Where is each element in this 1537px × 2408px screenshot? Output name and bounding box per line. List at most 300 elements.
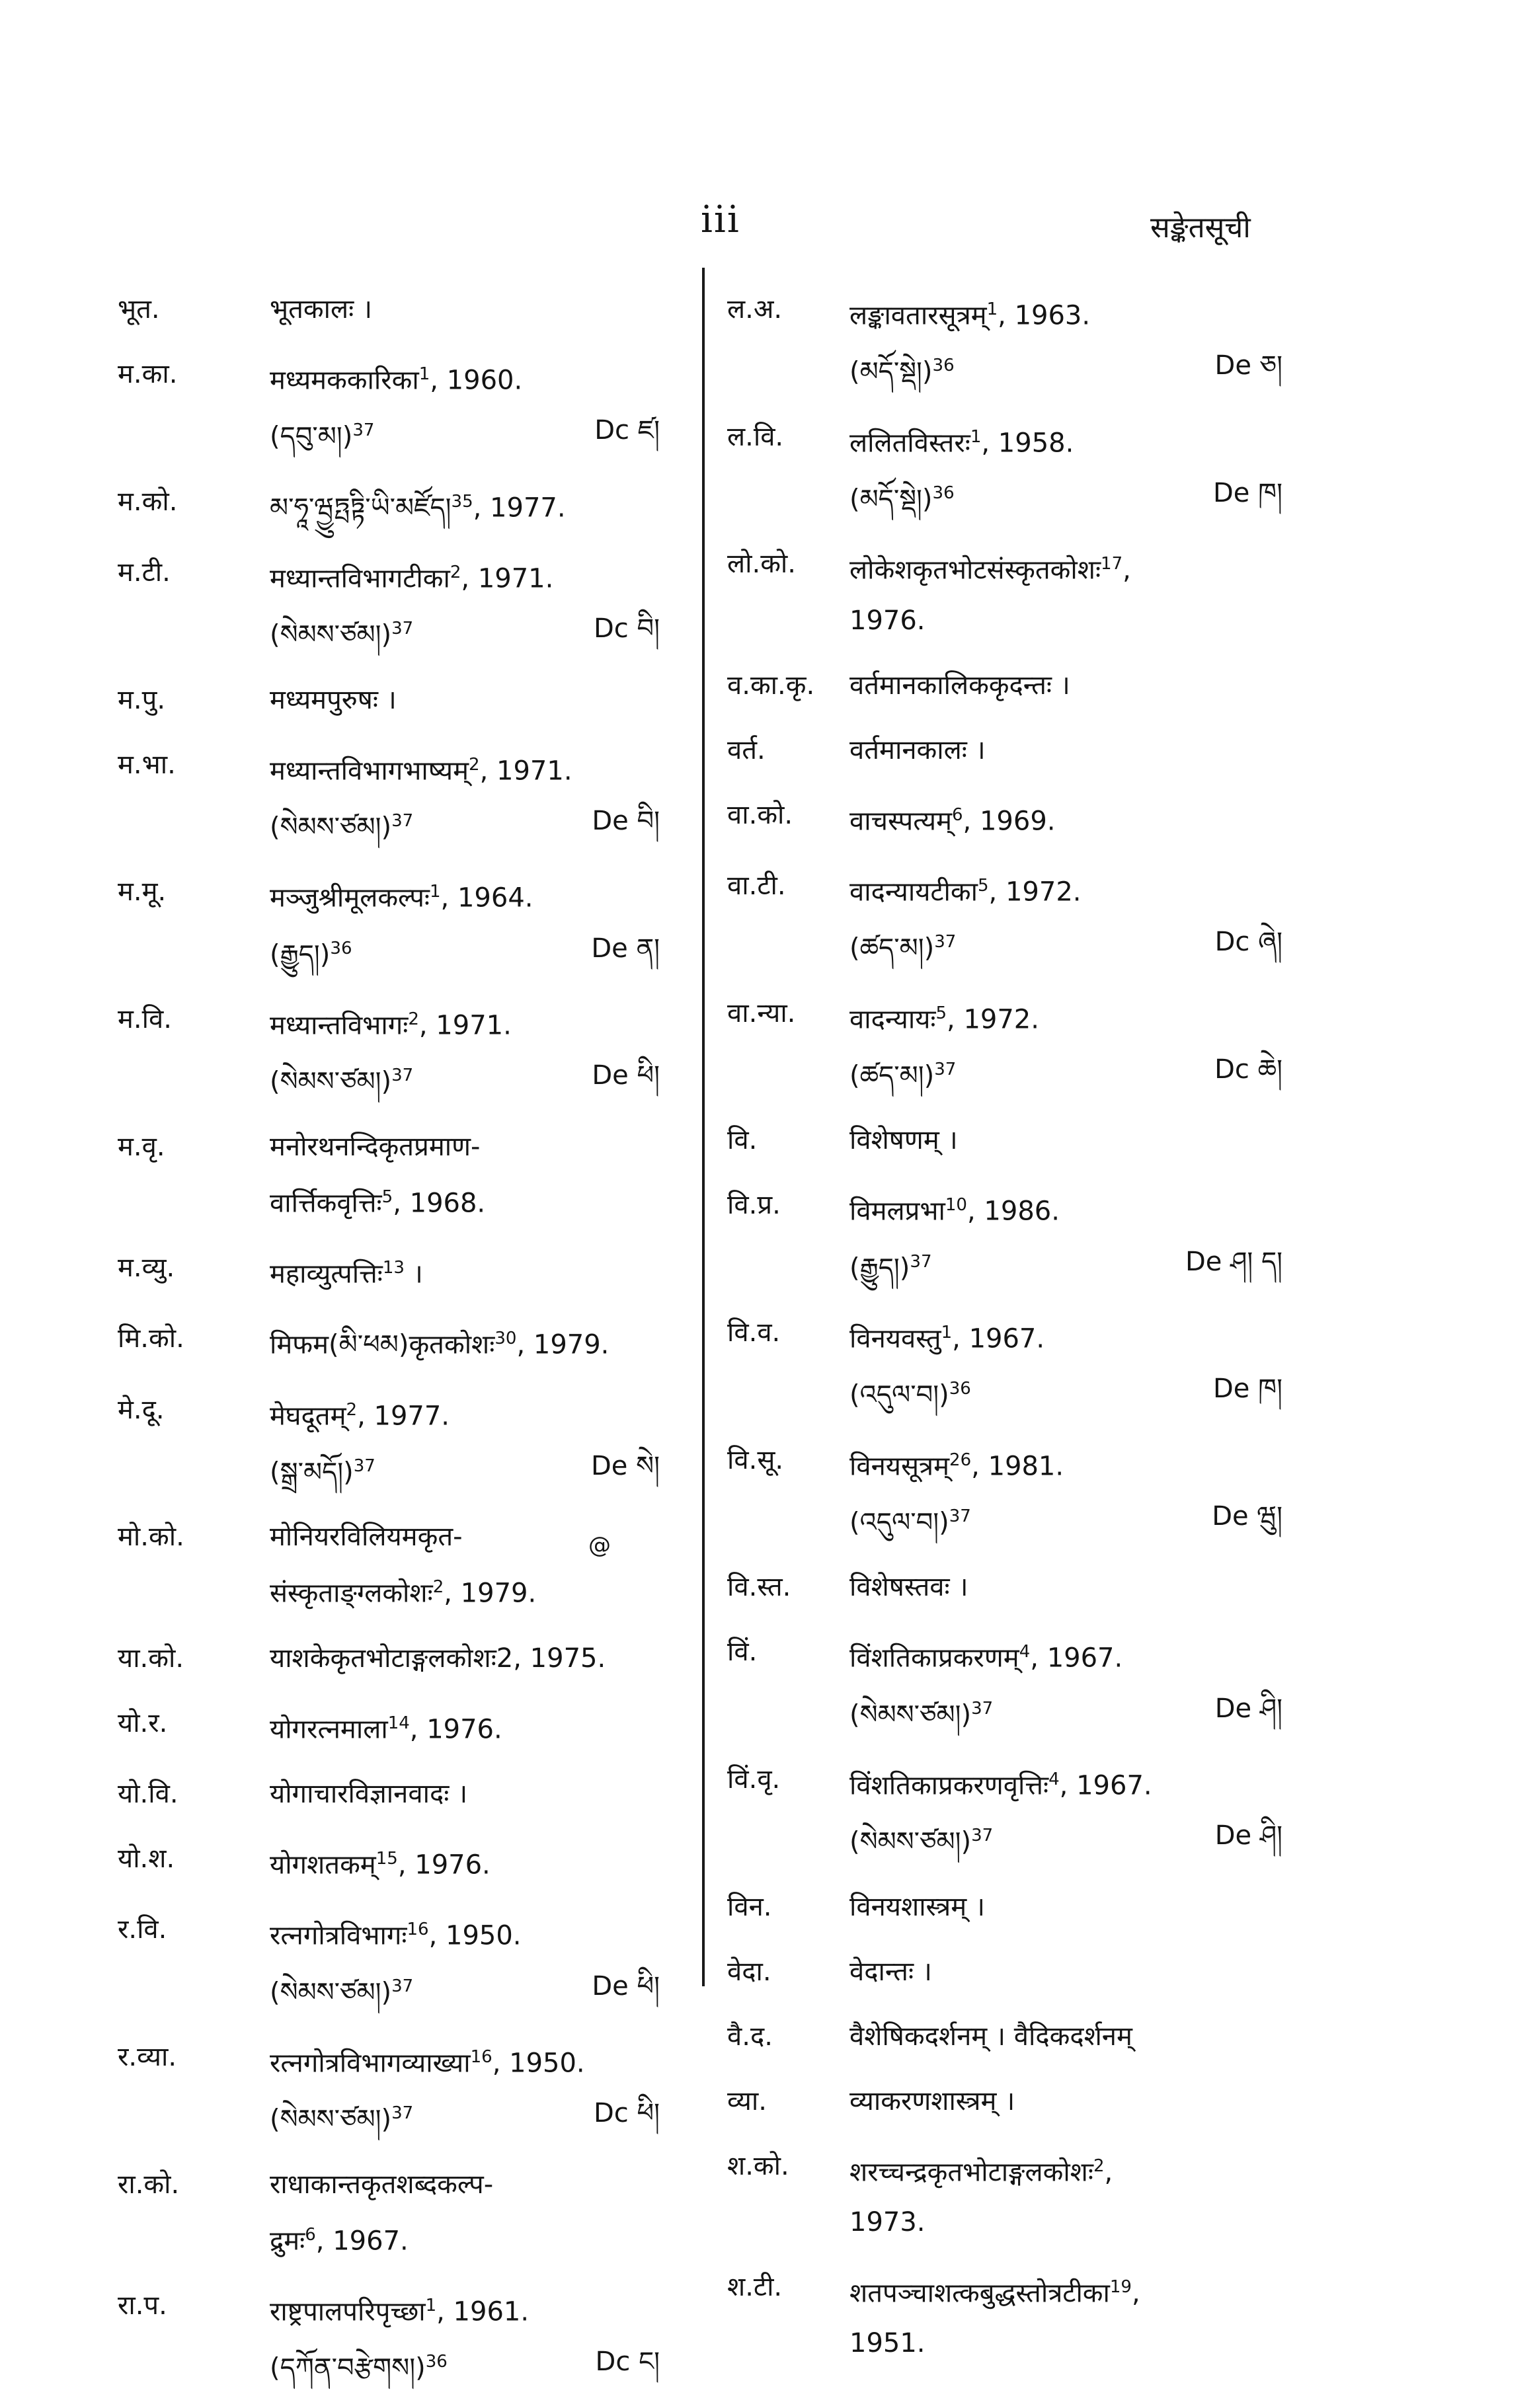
derge-reference: De བི། bbox=[592, 805, 660, 836]
expansion-tail: , 1967. bbox=[315, 2225, 409, 2256]
expansion bbox=[270, 2280, 673, 2393]
abbreviation-entry bbox=[727, 284, 1309, 397]
abbreviation: वेदा. bbox=[727, 1956, 771, 1987]
abbreviation: वि.प्र. bbox=[727, 1190, 781, 1221]
source-number: 37 bbox=[391, 810, 414, 831]
abbreviation-entry bbox=[118, 740, 673, 853]
expansion-text: मध्यमपुरुषः । bbox=[270, 684, 397, 715]
abbreviation: यो.वि. bbox=[118, 1778, 178, 1809]
expansion-text: विमलप्रभा bbox=[849, 1196, 945, 1227]
source-number: 17 bbox=[1101, 554, 1123, 574]
source-number: 1 bbox=[425, 2295, 437, 2315]
expansion bbox=[270, 740, 673, 853]
source-number: 36 bbox=[330, 938, 352, 958]
source-number: 37 bbox=[949, 1506, 971, 1526]
expansion-line bbox=[270, 1441, 673, 1497]
expansion-line bbox=[270, 1904, 673, 1961]
expansion-text: 1976. bbox=[849, 605, 926, 636]
abbreviation-entry bbox=[118, 1904, 673, 2017]
expansion-text: मध्यान्तविभागटीका bbox=[270, 563, 450, 594]
expansion-line bbox=[849, 861, 1309, 917]
expansion bbox=[849, 1307, 1309, 1420]
expansion-text: वादन्यायटीका bbox=[849, 876, 978, 908]
source-number: 36 bbox=[932, 483, 955, 503]
expansion-line bbox=[849, 539, 1309, 595]
expansion-tail: , 1971. bbox=[479, 755, 572, 786]
source-number: 5 bbox=[381, 1186, 393, 1207]
expansion-line bbox=[849, 1882, 1309, 1932]
expansion-line bbox=[270, 405, 673, 461]
abbreviation: र.वि. bbox=[118, 1914, 167, 1945]
abbreviation-entry bbox=[727, 1307, 1309, 1420]
expansion bbox=[849, 2011, 1309, 2062]
expansion-line bbox=[270, 796, 673, 852]
expansion bbox=[270, 867, 673, 980]
abbreviation-entry bbox=[727, 1562, 1309, 1612]
abbreviation: म.भा. bbox=[118, 749, 176, 780]
abbreviation-entry bbox=[727, 2076, 1309, 2126]
expansion-text: याशकेकृतभोटाङ्गलकोशः2, 1975. bbox=[270, 1643, 606, 1674]
source-number: 1 bbox=[941, 1322, 953, 1342]
expansion-line bbox=[849, 284, 1309, 340]
expansion bbox=[270, 1698, 673, 1754]
abbreviation-entry bbox=[118, 1769, 673, 1819]
abbreviation: यो.र. bbox=[118, 1707, 168, 1738]
expansion-text: वादन्यायः bbox=[849, 1003, 936, 1034]
source-number: 2 bbox=[346, 1399, 358, 1420]
abbreviation-entry bbox=[727, 2141, 1309, 2247]
expansion-text: शरच्चन्द्रकृतभोटाङ्गलकोशः bbox=[849, 2156, 1093, 2187]
abbreviation: भूत. bbox=[118, 294, 160, 325]
source-number: 1 bbox=[430, 882, 441, 902]
expansion-text: योगाचारविज्ञानवादः । bbox=[270, 1778, 468, 1809]
source-number: 30 bbox=[494, 1329, 517, 1349]
source-number: 10 bbox=[945, 1195, 967, 1216]
source-number: 16 bbox=[407, 1920, 429, 1940]
expansion-tail: , 1958. bbox=[981, 427, 1074, 458]
expansion bbox=[270, 1243, 673, 1299]
abbreviation: वर्त. bbox=[727, 734, 766, 765]
abbreviation: म.वृ. bbox=[118, 1131, 165, 1162]
abbreviation: वि.सू. bbox=[727, 1444, 784, 1475]
expansion-line bbox=[849, 1627, 1309, 1683]
expansion-line bbox=[849, 2011, 1309, 2062]
abbreviation-entry bbox=[727, 1754, 1309, 1867]
expansion-text: वार्त्तिकवृत्तिः bbox=[270, 1187, 382, 1218]
expansion-text: (སེམས་ཙམ།) bbox=[849, 1699, 972, 1730]
expansion-tail: , 1967. bbox=[952, 1323, 1045, 1354]
expansion-line bbox=[849, 1435, 1309, 1491]
source-number: 13 bbox=[382, 1257, 405, 1278]
expansion-tail: , bbox=[1104, 2156, 1113, 2187]
expansion-text: (སེམས་ཙམ།) bbox=[270, 619, 392, 650]
running-head: सङ्केतसूची bbox=[1150, 211, 1251, 245]
expansion-tail: , 1964. bbox=[440, 882, 533, 913]
expansion-tail: , 1976. bbox=[409, 1713, 502, 1744]
abbreviation-entry bbox=[727, 1180, 1309, 1293]
expansion bbox=[270, 2159, 673, 2266]
expansion-tail: , 1971. bbox=[418, 1010, 512, 1041]
abbreviation: म.वि. bbox=[118, 1003, 172, 1034]
expansion-line bbox=[270, 284, 673, 334]
expansion bbox=[270, 2032, 673, 2145]
expansion-line bbox=[849, 1115, 1309, 1165]
abbreviation: व्या. bbox=[727, 2085, 767, 2117]
abbreviation: श.को. bbox=[727, 2150, 789, 2181]
expansion-text: लङ्कावतारसूत्रम् bbox=[849, 300, 987, 331]
abbreviation: विं.वृ. bbox=[727, 1764, 781, 1795]
abbreviation: मो.को. bbox=[118, 1522, 184, 1553]
abbreviation-entry bbox=[118, 477, 673, 533]
expansion-line bbox=[270, 923, 673, 980]
abbreviation: या.को. bbox=[118, 1643, 184, 1674]
expansion-line bbox=[849, 1180, 1309, 1236]
abbreviation: वा.टी. bbox=[727, 870, 786, 901]
expansion-text: (སེམས་ཙམ།) bbox=[270, 2104, 392, 2135]
expansion-line bbox=[849, 412, 1309, 468]
expansion bbox=[849, 1627, 1309, 1740]
expansion-line bbox=[849, 1562, 1309, 1612]
abbreviation: व.का.कृ. bbox=[727, 670, 815, 701]
abbreviation-entry bbox=[727, 1627, 1309, 1740]
expansion-text: मञ्जुश्रीमूलकल्पः bbox=[270, 882, 430, 913]
derge-reference: De ཕི། bbox=[592, 1060, 660, 1091]
expansion-line bbox=[270, 2032, 673, 2088]
expansion bbox=[849, 412, 1309, 525]
expansion-text: वर्तमानकालिककृदन्तः । bbox=[849, 670, 1070, 701]
source-number: 6 bbox=[952, 804, 963, 825]
abbreviation-entry bbox=[727, 1115, 1309, 1165]
source-number: 37 bbox=[971, 1826, 994, 1846]
expansion-line bbox=[270, 1633, 673, 1684]
abbreviation: म.व्यु. bbox=[118, 1252, 175, 1283]
expansion bbox=[849, 1882, 1309, 1932]
expansion-text: (འདུལ་བ།) bbox=[849, 1507, 949, 1538]
expansion-line bbox=[270, 1512, 673, 1562]
expansion-text: (སེམས་ཙམ།) bbox=[849, 1826, 972, 1857]
expansion bbox=[270, 349, 673, 462]
expansion bbox=[270, 994, 673, 1107]
expansion-line bbox=[849, 2318, 1309, 2368]
abbreviation-entry bbox=[118, 547, 673, 660]
derge-reference: De ཁ། bbox=[1212, 1374, 1282, 1405]
expansion-text: ललितविस्तरः bbox=[849, 427, 970, 458]
expansion-line bbox=[849, 596, 1309, 646]
source-number: 36 bbox=[932, 356, 955, 376]
expansion-tail: । bbox=[404, 1259, 423, 1290]
abbreviation-entry bbox=[727, 1435, 1309, 1548]
expansion-text: (རྒྱུད།) bbox=[270, 939, 331, 970]
expansion-line bbox=[849, 988, 1309, 1044]
expansion-line bbox=[270, 740, 673, 796]
expansion-line bbox=[270, 867, 673, 923]
expansion-text: द्रुमः bbox=[270, 2225, 305, 2256]
expansion-line bbox=[849, 2197, 1309, 2247]
source-number: 4 bbox=[1019, 1642, 1031, 1662]
expansion-line bbox=[849, 1491, 1309, 1547]
expansion-line bbox=[270, 1698, 673, 1754]
abbreviation-entry bbox=[118, 1698, 673, 1754]
abbreviation: म.का. bbox=[118, 359, 178, 389]
expansion bbox=[849, 1947, 1309, 1997]
abbreviation-entry bbox=[727, 988, 1309, 1101]
expansion-tail: , 1968. bbox=[393, 1187, 486, 1218]
expansion-tail: , 1969. bbox=[963, 805, 1056, 836]
source-number: 5 bbox=[935, 1003, 947, 1023]
expansion bbox=[849, 2076, 1309, 2126]
expansion bbox=[270, 1834, 673, 1890]
expansion-text: (དབུ་མ།) bbox=[270, 421, 353, 452]
source-number: 2 bbox=[1093, 2156, 1105, 2176]
source-number: 26 bbox=[949, 1450, 972, 1470]
derge-reference: De ཤི། bbox=[1214, 1820, 1282, 1851]
expansion-line bbox=[270, 1562, 673, 1618]
expansion-line bbox=[270, 1050, 673, 1107]
expansion bbox=[849, 725, 1309, 775]
abbreviation-entry bbox=[118, 1834, 673, 1890]
expansion-line bbox=[849, 1237, 1309, 1293]
expansion bbox=[270, 1769, 673, 1819]
derge-reference: Dc ཞེ། bbox=[1214, 927, 1282, 958]
source-number: 1 bbox=[986, 299, 998, 319]
abbreviation: म.पु. bbox=[118, 684, 166, 715]
expansion-text: विनयवस्तु bbox=[849, 1323, 941, 1354]
expansion-text: वैशेषिकदर्शनम् । वैदिकदर्शनम् bbox=[849, 2021, 1132, 2052]
expansion bbox=[849, 1115, 1309, 1165]
expansion-text: 1951. bbox=[849, 2328, 926, 2359]
expansion-line bbox=[849, 2262, 1309, 2318]
source-number: 1 bbox=[970, 426, 982, 447]
expansion-tail: , bbox=[1123, 555, 1131, 586]
derge-reference: De ཕི། bbox=[592, 1970, 660, 2001]
source-number: 2 bbox=[408, 1009, 419, 1029]
expansion bbox=[270, 284, 673, 334]
abbreviation: र.व्या. bbox=[118, 2041, 177, 2072]
expansion bbox=[270, 1512, 673, 1618]
expansion-text: मोनियरविलियमकृत- bbox=[270, 1522, 463, 1553]
stray-mark: @ bbox=[588, 1532, 611, 1559]
expansion bbox=[849, 660, 1309, 711]
abbreviation: वि.स्त. bbox=[727, 1572, 791, 1603]
expansion-text: योगरत्नमाला bbox=[270, 1713, 388, 1744]
expansion-line bbox=[270, 1769, 673, 1819]
abbreviation-entry bbox=[118, 1122, 673, 1228]
expansion-tail: , 1967. bbox=[1059, 1770, 1152, 1801]
abbreviation: रा.को. bbox=[118, 2169, 180, 2200]
expansion-line bbox=[849, 917, 1309, 973]
expansion-tail: , 1977. bbox=[473, 492, 566, 523]
expansion-tail: , 1961. bbox=[436, 2296, 530, 2327]
abbreviation-entry bbox=[727, 725, 1309, 775]
expansion-line bbox=[849, 1307, 1309, 1364]
expansion-line bbox=[270, 2159, 673, 2210]
abbreviation: वा.को. bbox=[727, 799, 793, 830]
expansion-text: रत्नगोत्रविभागव्याख्या bbox=[270, 2048, 471, 2079]
expansion-text: 1973. bbox=[849, 2206, 926, 2237]
source-number: 37 bbox=[910, 1251, 932, 1272]
abbreviation: वा.न्या. bbox=[727, 997, 796, 1029]
source-number: 16 bbox=[470, 2046, 493, 2067]
derge-reference: De སེ། bbox=[590, 1450, 660, 1481]
abbreviation-entry bbox=[727, 2262, 1309, 2368]
expansion-tail: , 1963. bbox=[998, 300, 1091, 331]
expansion bbox=[849, 1562, 1309, 1612]
abbreviation-entry bbox=[727, 2011, 1309, 2062]
expansion-text: (འདུལ་བ།) bbox=[849, 1379, 949, 1411]
expansion-text: रत्नगोत्रविभागः bbox=[270, 1920, 407, 1951]
expansion bbox=[849, 1180, 1309, 1293]
expansion-text: मनोरथनन्दिकृतप्रमाण- bbox=[270, 1131, 481, 1162]
abbreviation: म.को. bbox=[118, 486, 178, 517]
expansion-line bbox=[849, 1364, 1309, 1420]
source-number: 36 bbox=[425, 2352, 448, 2372]
abbreviation: वि.व. bbox=[727, 1317, 781, 1348]
expansion-text: लोकेशकृतभोटसंस्कृतकोशः bbox=[849, 555, 1101, 586]
expansion bbox=[270, 547, 673, 660]
source-number: 2 bbox=[432, 1577, 444, 1598]
abbreviation: विं. bbox=[727, 1637, 758, 1668]
left-column bbox=[118, 284, 673, 2408]
source-number: 37 bbox=[391, 619, 414, 639]
expansion-line bbox=[849, 790, 1309, 846]
expansion-tail: , 1981. bbox=[971, 1450, 1064, 1481]
abbreviation: लो.को. bbox=[727, 549, 796, 580]
expansion-text: मेघदूतम् bbox=[270, 1400, 346, 1431]
expansion-line bbox=[270, 2088, 673, 2144]
expansion-line bbox=[849, 1810, 1309, 1867]
abbreviation-entry bbox=[727, 539, 1309, 645]
source-number: 35 bbox=[451, 491, 473, 512]
expansion-tail: , 1972. bbox=[988, 876, 1082, 908]
source-number: 1 bbox=[418, 364, 430, 384]
source-number: 6 bbox=[305, 2224, 316, 2245]
expansion-text: वेदान्तः । bbox=[849, 1956, 932, 1987]
expansion-text: विनयशास्त्रम् । bbox=[849, 1891, 985, 1922]
abbreviation-entry bbox=[118, 2159, 673, 2266]
abbreviation-entry bbox=[727, 660, 1309, 711]
abbreviation: रा.प. bbox=[118, 2290, 167, 2321]
source-number: 19 bbox=[1109, 2276, 1132, 2297]
abbreviation-entry bbox=[727, 1947, 1309, 1997]
abbreviation-entry bbox=[118, 349, 673, 462]
expansion-line bbox=[270, 1172, 673, 1228]
expansion bbox=[849, 2262, 1309, 2368]
abbreviation-entry bbox=[118, 1633, 673, 1684]
expansion-text: विशेषणम् । bbox=[849, 1125, 958, 1156]
abbreviation-entry bbox=[727, 1882, 1309, 1932]
abbreviation-entry bbox=[118, 675, 673, 725]
abbreviation: वि. bbox=[727, 1125, 758, 1156]
derge-reference: De ཁ། bbox=[1212, 477, 1282, 508]
expansion-text: विंशतिकाप्रकरणम् bbox=[849, 1643, 1019, 1674]
source-number: 37 bbox=[391, 2103, 414, 2124]
expansion bbox=[849, 539, 1309, 645]
expansion-text: वर्तमानकालः । bbox=[849, 734, 986, 765]
expansion bbox=[849, 1435, 1309, 1548]
expansion-line bbox=[849, 1044, 1309, 1101]
expansion-text: (སེམས་ཙམ།) bbox=[270, 812, 392, 843]
expansion-text: राष्ट्रपालपरिपृच्छा bbox=[270, 2296, 426, 2327]
expansion bbox=[849, 988, 1309, 1101]
expansion-line bbox=[270, 1243, 673, 1299]
expansion bbox=[270, 1122, 673, 1228]
expansion bbox=[849, 861, 1309, 974]
expansion bbox=[270, 1313, 673, 1370]
expansion bbox=[270, 1633, 673, 1684]
abbreviation-entry bbox=[118, 1243, 673, 1299]
source-number: 2 bbox=[450, 562, 461, 582]
expansion-text: (མདོ་སྡེ།) bbox=[849, 356, 933, 387]
expansion-line bbox=[849, 1947, 1309, 1997]
derge-reference: De ཅ། bbox=[1214, 350, 1282, 381]
source-number: 4 bbox=[1048, 1769, 1060, 1789]
source-number: 37 bbox=[352, 420, 375, 441]
abbreviation: श.टी. bbox=[727, 2271, 783, 2302]
expansion-text: विंशतिकाप्रकरणवृत्तिः bbox=[849, 1770, 1049, 1801]
expansion-text: राधाकान्तकृतशब्दकल्प- bbox=[270, 2169, 494, 2200]
expansion-text: महाव्युत्पत्तिः bbox=[270, 1259, 383, 1290]
expansion-line bbox=[849, 2141, 1309, 2197]
expansion-text: (སེམས་ཙམ།) bbox=[270, 1066, 392, 1097]
expansion-line bbox=[849, 1684, 1309, 1740]
expansion-line bbox=[270, 477, 673, 533]
expansion-text: विनयसूत्रम् bbox=[849, 1450, 950, 1481]
expansion-text: མ་ཧཱ་ཝྱུཏྤཏྟི་ཡི་མཛོད། bbox=[270, 492, 452, 523]
derge-reference: De ན། bbox=[591, 933, 660, 964]
expansion-line bbox=[270, 994, 673, 1050]
abbreviation: म.टी. bbox=[118, 557, 171, 588]
expansion-line bbox=[270, 1313, 673, 1370]
expansion-tail: , 1976. bbox=[397, 1849, 491, 1881]
source-number: 15 bbox=[375, 1848, 398, 1869]
expansion-line bbox=[270, 349, 673, 405]
column-divider bbox=[702, 268, 705, 1986]
expansion-text: शतपञ्चाशत्कबुद्धस्तोत्रटीका bbox=[849, 2278, 1110, 2309]
source-number: 37 bbox=[353, 1456, 375, 1476]
source-number: 14 bbox=[387, 1713, 410, 1733]
expansion-line bbox=[270, 2337, 673, 2393]
derge-reference: Dc ང། bbox=[595, 2347, 660, 2378]
expansion-tail: , 1979. bbox=[516, 1329, 610, 1360]
abbreviation: यो.श. bbox=[118, 1843, 175, 1874]
derge-reference: Dc ཛ། bbox=[594, 415, 660, 446]
abbreviation: ल.अ. bbox=[727, 294, 783, 325]
expansion-tail: , 1971. bbox=[461, 563, 554, 594]
abbreviation: वै.द. bbox=[727, 2021, 773, 2052]
abbreviation: ल.वि. bbox=[727, 421, 784, 452]
expansion-tail: , 1986. bbox=[966, 1196, 1060, 1227]
expansion bbox=[849, 1754, 1309, 1867]
expansion bbox=[849, 790, 1309, 846]
source-number: 37 bbox=[934, 932, 957, 952]
expansion-tail: , 1979. bbox=[444, 1578, 537, 1609]
expansion-line bbox=[270, 675, 673, 725]
expansion-line bbox=[849, 660, 1309, 711]
expansion-line bbox=[849, 2076, 1309, 2126]
expansion-tail: , 1972. bbox=[947, 1003, 1039, 1034]
expansion bbox=[849, 284, 1309, 397]
expansion-line bbox=[270, 1385, 673, 1441]
expansion-text: संस्कृताङ्ग्लकोशः bbox=[270, 1578, 433, 1609]
expansion-text: योगशतकम् bbox=[270, 1849, 376, 1881]
expansion-line bbox=[270, 2280, 673, 2337]
expansion bbox=[270, 1904, 673, 2017]
abbreviation-entry bbox=[118, 2032, 673, 2145]
expansion bbox=[270, 1385, 673, 1498]
abbreviation-entry bbox=[727, 412, 1309, 525]
abbreviation-entry bbox=[118, 1512, 673, 1618]
abbreviation-entry bbox=[118, 1313, 673, 1370]
